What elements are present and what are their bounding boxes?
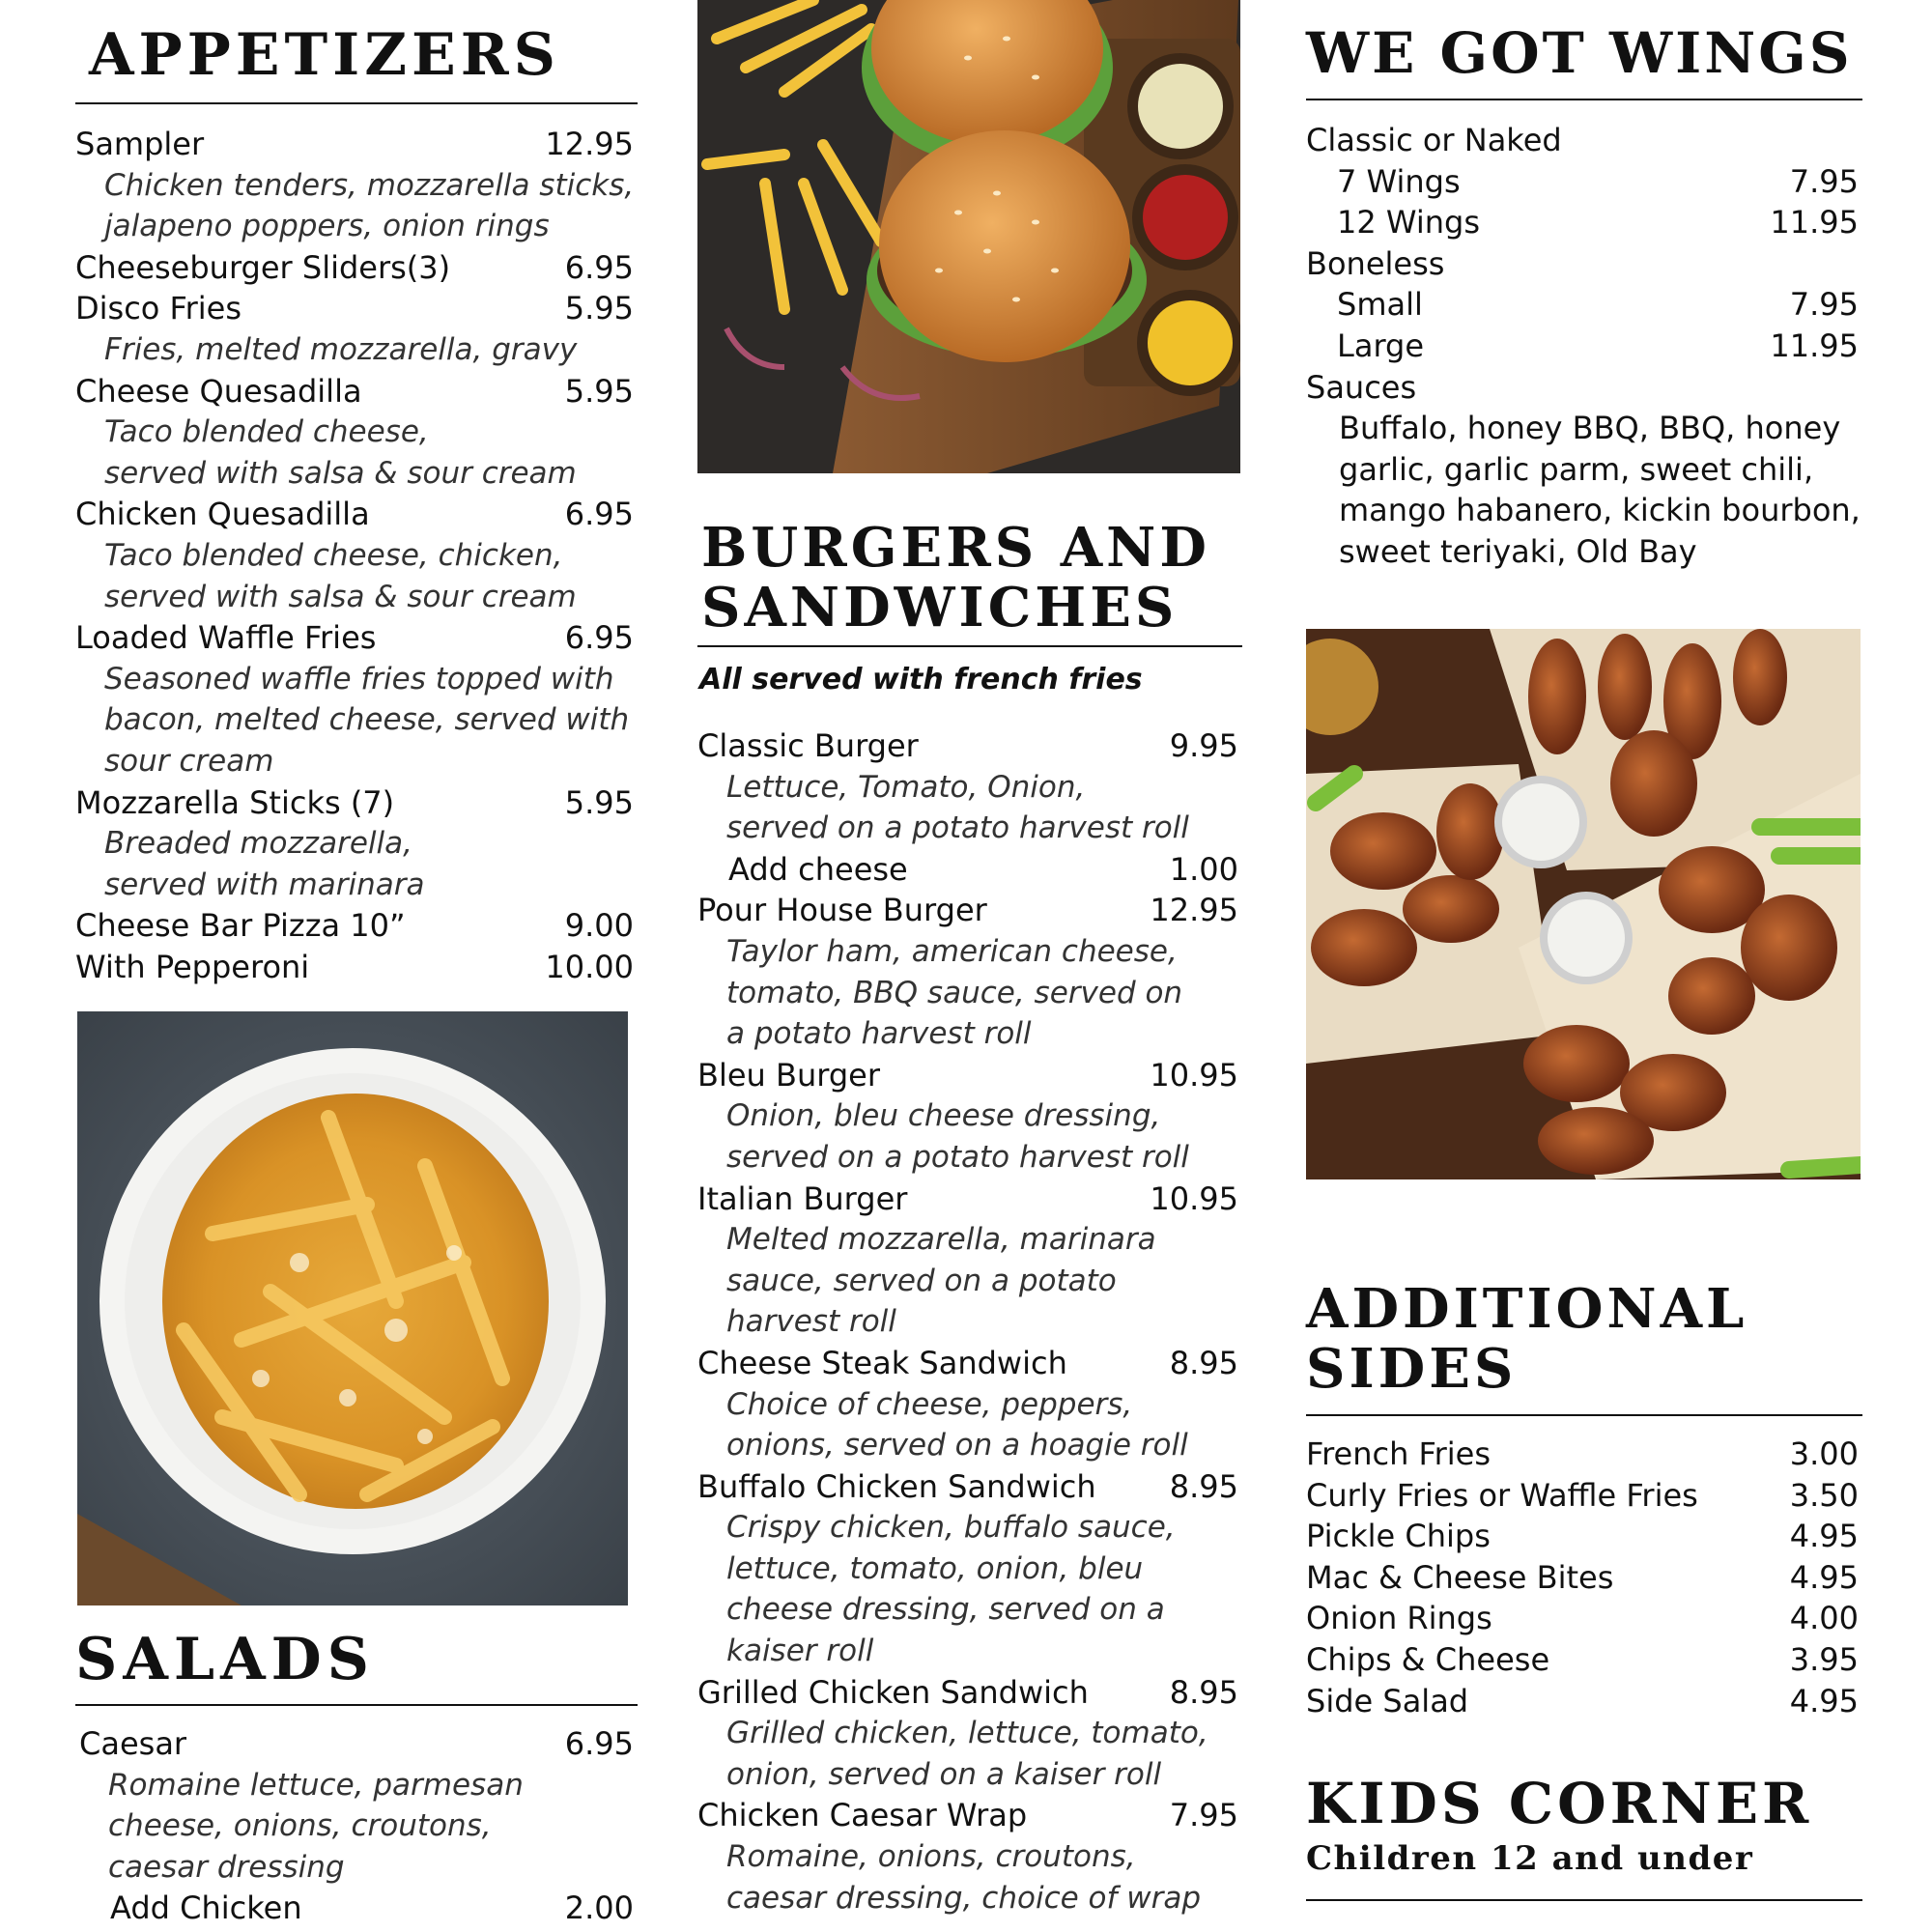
- salads-list: [75, 1723, 638, 1929]
- item-price: 4.95: [1789, 1558, 1859, 1596]
- addon-name: Add Chicken: [110, 1889, 302, 1927]
- item-price: 8.95: [1169, 1467, 1238, 1505]
- wings-divider: [1306, 99, 1862, 100]
- item-price: 9.00: [564, 907, 634, 945]
- item-price: 7.95: [1789, 162, 1859, 200]
- item-description: [75, 329, 638, 371]
- item-price: 4.95: [1789, 1682, 1859, 1719]
- item-name: Cheese Bar Pizza 10”: [75, 907, 406, 945]
- item-description-line: Fries, melted mozzarella, gravy: [104, 331, 578, 367]
- item-name: Mozzarella Sticks (7): [75, 783, 395, 821]
- menu-item: [75, 371, 638, 495]
- item-price: 4.00: [1789, 1600, 1859, 1637]
- item-description-line: sour cream: [104, 743, 274, 779]
- sauces-line: garlic, garlic parm, sweet chili,: [1339, 450, 1814, 488]
- salads-heading: SALADS: [75, 1626, 375, 1693]
- item-description-line: served with marinara: [104, 867, 425, 902]
- wings-classic-label: Classic or Naked: [1306, 122, 1562, 158]
- item-name: Pour House Burger: [697, 892, 987, 929]
- menu-item-row: [697, 1179, 1242, 1220]
- item-name: Loaded Waffle Fries: [75, 619, 377, 657]
- item-name: Large: [1337, 327, 1425, 364]
- menu-item-row: [75, 124, 638, 165]
- sides-heading-line: ADDITIONAL: [1306, 1277, 1748, 1341]
- item-description: [697, 1836, 1242, 1918]
- item-price: 9.95: [1169, 727, 1238, 764]
- item-name: French Fries: [1306, 1435, 1492, 1472]
- item-price: 6.95: [564, 619, 634, 657]
- item-name: 7 Wings: [1337, 162, 1461, 200]
- appetizers-list: [75, 124, 638, 987]
- item-description-line: Choice of cheese, peppers,: [726, 1386, 1133, 1422]
- sauces-line: sweet teriyaki, Old Bay: [1339, 532, 1697, 570]
- menu-item-row: [697, 890, 1242, 931]
- wings-photo: [1306, 629, 1861, 1179]
- item-name: Disco Fries: [75, 290, 242, 327]
- item-addon: [79, 1888, 638, 1929]
- menu-item-row: [75, 947, 638, 988]
- wings-sauces-label: Sauces: [1306, 368, 1417, 406]
- item-description-line: a potato harvest roll: [726, 1016, 1032, 1052]
- item-description-line: cheese dressing, served on a: [726, 1592, 1165, 1628]
- item-name: Buffalo Chicken Sandwich: [697, 1467, 1096, 1505]
- menu-item-row: [75, 617, 638, 659]
- wings-list: [1306, 120, 1862, 573]
- burgers-divider: [697, 645, 1242, 647]
- item-price: 6.95: [564, 1725, 634, 1762]
- menu-item: [1306, 1639, 1862, 1681]
- item-name: Sampler: [75, 126, 205, 162]
- menu-item: [1306, 326, 1862, 367]
- item-description-line: Seasoned waffle fries topped with: [104, 661, 614, 696]
- menu-item: [1306, 1516, 1862, 1557]
- wings-heading: WE GOT WINGS: [1306, 20, 1853, 86]
- item-description-line: caesar dressing, choice of wrap: [726, 1880, 1202, 1916]
- item-name: 12 Wings: [1337, 204, 1480, 242]
- menu-item-row: [75, 288, 638, 329]
- sides-section: [1306, 1279, 1862, 1721]
- item-description-line: Taylor ham, american cheese,: [726, 933, 1178, 969]
- menu-item-row: [697, 1672, 1242, 1714]
- item-description-line: cheese, onions, croutons,: [108, 1808, 492, 1844]
- item-price: 5.95: [564, 783, 634, 821]
- sides-heading-line: SIDES: [1306, 1337, 1518, 1401]
- item-description-line: Grilled chicken, lettuce, tomato,: [726, 1716, 1208, 1751]
- menu-item: [75, 288, 638, 370]
- item-description: [697, 1219, 1242, 1343]
- kids-subtitle: Children 12 and under: [1306, 1839, 1754, 1878]
- menu-item-row: [697, 725, 1242, 767]
- menu-item: [697, 1343, 1242, 1466]
- addon-name: Add cheese: [728, 850, 908, 888]
- wings-boneless-label: Boneless: [1306, 244, 1445, 282]
- item-description: [697, 767, 1242, 849]
- menu-item-row: [697, 1795, 1242, 1836]
- wings-boneless-list: [1306, 284, 1862, 366]
- item-description-line: Chicken tenders, mozzarella sticks,: [104, 167, 635, 203]
- item-price: 10.95: [1150, 1056, 1238, 1094]
- appetizers-heading: APPETIZERS: [89, 21, 560, 89]
- item-description: [75, 823, 638, 905]
- item-description-line: served with salsa & sour cream: [104, 455, 577, 491]
- burgers-list: [697, 725, 1242, 1918]
- item-description-line: served on a potato harvest roll: [726, 810, 1189, 846]
- item-price: 10.95: [1150, 1179, 1238, 1217]
- wings-sauces-list: [1306, 408, 1862, 572]
- menu-item: [697, 890, 1242, 1054]
- item-name: Cheese Quesadilla: [75, 372, 362, 410]
- item-description: [697, 1095, 1242, 1178]
- item-description-line: Breaded mozzarella,: [104, 826, 412, 862]
- item-name: Italian Burger: [697, 1179, 908, 1217]
- item-price: 5.95: [564, 290, 634, 327]
- burgers-heading-line: SANDWICHES: [701, 576, 1179, 639]
- menu-item: [75, 905, 638, 947]
- item-description-line: served with salsa & sour cream: [104, 579, 577, 614]
- item-price: 8.95: [1169, 1673, 1238, 1711]
- item-description-line: bacon, melted cheese, served with: [104, 702, 630, 738]
- menu-item: [75, 124, 638, 247]
- item-description-line: Lettuce, Tomato, Onion,: [726, 769, 1086, 805]
- item-description: [75, 535, 638, 617]
- item-price: 3.95: [1789, 1640, 1859, 1678]
- item-name: Onion Rings: [1306, 1600, 1492, 1637]
- kids-divider: [1306, 1899, 1862, 1901]
- menu-item: [1306, 161, 1862, 203]
- item-price: 3.00: [1789, 1435, 1859, 1472]
- item-description-line: sauce, served on a potato: [726, 1263, 1117, 1298]
- sauces-line: Buffalo, honey BBQ, BBQ, honey: [1339, 410, 1841, 447]
- item-description: [697, 1713, 1242, 1795]
- item-price: 11.95: [1770, 204, 1859, 242]
- menu-item: [75, 494, 638, 617]
- menu-item: [79, 1723, 638, 1929]
- menu-item: [1306, 1475, 1862, 1517]
- kids-heading: KIDS CORNER: [1306, 1771, 1813, 1836]
- item-name: Side Salad: [1306, 1682, 1469, 1719]
- menu-item: [697, 1795, 1242, 1918]
- burgers-section: [697, 518, 1242, 1918]
- item-description: [697, 1384, 1242, 1466]
- addon-price: 2.00: [564, 1889, 634, 1927]
- item-name: Grilled Chicken Sandwich: [697, 1673, 1089, 1711]
- menu-item-row: [697, 1055, 1242, 1096]
- item-description-line: caesar dressing: [108, 1849, 345, 1885]
- menu-item-row: [75, 782, 638, 824]
- item-name: Mac & Cheese Bites: [1306, 1558, 1614, 1596]
- item-name: Pickle Chips: [1306, 1518, 1491, 1555]
- kids-section: [1306, 1771, 1862, 1901]
- burgers-subtitle: All served with french fries: [699, 663, 1143, 696]
- item-description-line: Taco blended cheese,: [104, 414, 429, 450]
- item-addon: [697, 849, 1242, 891]
- burgers-heading: [697, 518, 1242, 638]
- item-name: With Pepperoni: [75, 948, 310, 985]
- addon-price: 1.00: [1169, 850, 1238, 888]
- menu-item: [697, 1179, 1242, 1343]
- item-description-line: onion, served on a kaiser roll: [726, 1756, 1162, 1792]
- item-description-line: jalapeno poppers, onion rings: [104, 209, 550, 244]
- menu-item: [1306, 1598, 1862, 1639]
- item-description: [697, 1507, 1242, 1671]
- salads-divider: [75, 1704, 638, 1706]
- burgers-image: [697, 0, 1240, 473]
- menu-item-row: [697, 1466, 1242, 1508]
- item-price: 7.95: [1169, 1797, 1238, 1834]
- item-price: 6.95: [564, 496, 634, 533]
- menu-item: [75, 617, 638, 781]
- item-price: 5.95: [564, 372, 634, 410]
- wings-classic-list: [1306, 161, 1862, 243]
- wings-image: [1306, 629, 1861, 1179]
- item-description-line: Romaine, onions, croutons,: [726, 1839, 1136, 1875]
- disco-fries-photo: [77, 1011, 628, 1605]
- item-description-line: Onion, bleu cheese dressing,: [726, 1098, 1161, 1134]
- item-description: [75, 412, 638, 494]
- item-description-line: Crispy chicken, buffalo sauce,: [726, 1510, 1176, 1546]
- menu-item: [697, 1055, 1242, 1179]
- burgers-photo: [697, 0, 1240, 473]
- menu-item: [75, 947, 638, 988]
- sauces-line: mango habanero, kickin bourbon,: [1339, 492, 1861, 529]
- menu-item-row: [75, 371, 638, 412]
- menu-item: [697, 1672, 1242, 1796]
- item-price: 7.95: [1789, 286, 1859, 324]
- item-description: [79, 1765, 638, 1889]
- menu-item-row: [75, 494, 638, 535]
- menu-item: [75, 247, 638, 289]
- item-price: 12.95: [545, 126, 634, 162]
- sides-heading: [1306, 1279, 1862, 1399]
- item-description-line: onions, served on a hoagie roll: [726, 1428, 1188, 1463]
- item-price: 8.95: [1169, 1344, 1238, 1381]
- fries-plate-image: [77, 1011, 628, 1605]
- burgers-heading-line: BURGERS AND: [701, 516, 1210, 580]
- item-name: Curly Fries or Waffle Fries: [1306, 1476, 1698, 1514]
- item-description-line: Melted mozzarella, marinara: [726, 1222, 1156, 1258]
- item-name: Chicken Caesar Wrap: [697, 1797, 1028, 1834]
- menu-item: [75, 782, 638, 906]
- wings-section: [1306, 20, 1862, 573]
- menu-item: [1306, 202, 1862, 243]
- item-description: [697, 931, 1242, 1055]
- item-description-line: tomato, BBQ sauce, served on: [726, 975, 1183, 1010]
- menu-item: [1306, 1434, 1862, 1475]
- appetizers-section: [75, 21, 638, 987]
- item-price: 6.95: [564, 248, 634, 286]
- item-description-line: served on a potato harvest roll: [726, 1139, 1189, 1175]
- menu-item: [697, 725, 1242, 890]
- menu-item-row: [79, 1723, 638, 1765]
- salads-section: [75, 1626, 638, 1929]
- item-name: Chips & Cheese: [1306, 1640, 1550, 1678]
- item-name: Caesar: [79, 1725, 187, 1762]
- menu-item: [1306, 284, 1862, 326]
- item-name: Classic Burger: [697, 727, 919, 764]
- menu-item-row: [75, 905, 638, 947]
- item-description: [75, 659, 638, 782]
- item-price: 12.95: [1150, 892, 1238, 929]
- menu-item: [697, 1466, 1242, 1672]
- menu-item-row: [75, 247, 638, 289]
- item-description-line: kaiser roll: [726, 1634, 874, 1669]
- item-price: 10.00: [545, 948, 634, 985]
- item-description-line: lettuce, tomato, onion, bleu: [726, 1550, 1144, 1586]
- item-description-line: harvest roll: [726, 1304, 896, 1340]
- item-name: Chicken Quesadilla: [75, 496, 370, 533]
- item-name: Cheeseburger Sliders(3): [75, 248, 451, 286]
- appetizers-divider: [75, 102, 638, 104]
- sides-list: [1306, 1434, 1862, 1721]
- item-name: Small: [1337, 286, 1423, 324]
- menu-item-row: [697, 1343, 1242, 1384]
- menu-item: [1306, 1681, 1862, 1722]
- item-name: Cheese Steak Sandwich: [697, 1344, 1067, 1381]
- item-price: 3.50: [1789, 1476, 1859, 1514]
- menu-item: [1306, 1557, 1862, 1599]
- sides-divider: [1306, 1414, 1862, 1416]
- item-description-line: Taco blended cheese, chicken,: [104, 537, 563, 573]
- item-price: 4.95: [1789, 1518, 1859, 1555]
- item-name: Bleu Burger: [697, 1056, 880, 1094]
- item-description: [75, 165, 638, 247]
- item-price: 11.95: [1770, 327, 1859, 364]
- item-description-line: Romaine lettuce, parmesan: [108, 1767, 524, 1803]
